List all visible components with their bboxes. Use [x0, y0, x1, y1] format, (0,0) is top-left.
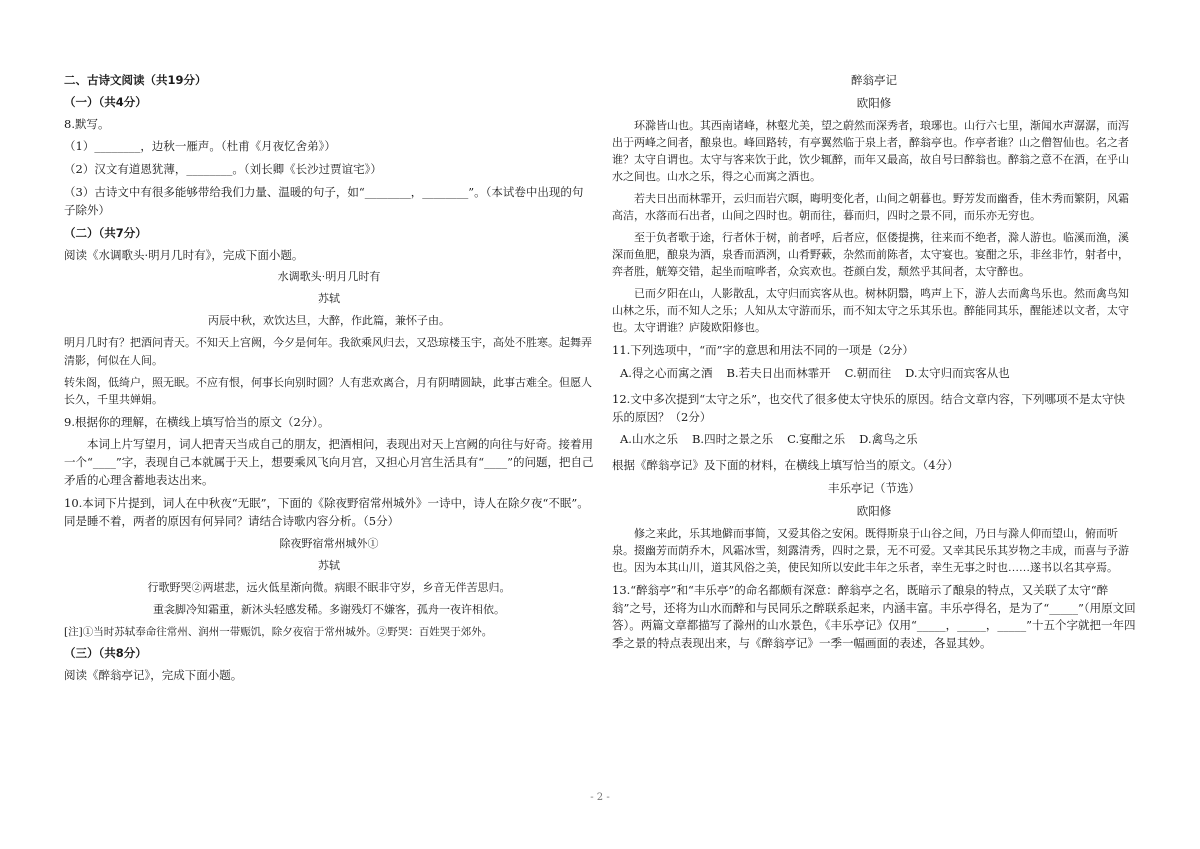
poem-stanza-2: 转朱阁，低绮户，照无眠。不应有恨，何事长向别时圆？人有悲欢离合，月有阴晴圆缺，此事古难全。但愿人长久，千里共婵娟。 [64, 376, 592, 406]
q11: 11.下列选项中，“而”字的意思和用法不同的一项是（2分） [612, 343, 914, 358]
poem-title: 水调歌头·明月几时有 [277, 271, 381, 284]
poem-preface: 丙辰中秋，欢饮达旦，大醉，作此篇，兼怀子由。 [208, 315, 450, 328]
q8-2: （2）汉文有道恩犹薄，________。（刘长卿《长沙过贾谊宅》） [64, 162, 382, 177]
part1-header: （一）（共4分） [64, 94, 147, 109]
part3-header: （三）（共8分） [64, 645, 147, 660]
q11-options [620, 365, 1136, 383]
q12: 12.文中多次提到“太守之乐”，也交代了很多使太守快乐的原因。结合文章内容，下列哪项不是太守快乐的原因？（2分） [612, 391, 1126, 424]
right-column [612, 70, 1136, 658]
page-number: - 2 - [590, 792, 610, 803]
q12-option-d: D.禽鸟之乐 [859, 432, 918, 447]
essay2-text: 修之来此，乐其地僻而事简，又爱其俗之安闲。既得斯泉于山谷之间，乃日与滁人仰而望山，俯而听泉。掇幽芳而荫乔木，风霜冰雪，刻露清秀，四时之景，无不可爱。又幸其民乐其岁物之丰成，而喜与予游也。因为本其山川，道其风俗之美，使民知所以安此丰年之乐者，幸生无事之时也……遂书以名其亭焉。 [612, 527, 1129, 574]
q9-text: 本词上片写望月，词人把青天当成自己的朋友，把酒相问，表现出对天上宫阙的向往与好奇。接着用一个“____”字，表现自己本就属于天上，想要乘风飞向月宫，又担心月宫生活具有“____”的问题，把自己矛盾的心理含蓄地表达出来。 [64, 437, 594, 488]
essay-paragraph-4: 已而夕阳在山，人影散乱，太守归而宾客从也。树林阴翳，鸣声上下，游人去而禽鸟乐也。然而禽鸟知山林之乐，而不知人之乐；人知从太守游而乐，而不知太守之乐其乐也。醉能同其乐，醒能述以文者，太守也。太守谓谁？庐陵欧阳修也。 [612, 288, 1129, 335]
part2-header: （二）（共7分） [64, 225, 147, 240]
q11-option-a: A.得之心而寓之酒 [620, 366, 713, 380]
poem2-line-1: 行歌野哭②两堪悲，远火低星渐向微。病眼不眠非守岁，乡音无伴苦思归。 [147, 581, 511, 594]
q9: 9.根据你的理解，在横线上填写恰当的原文（2分）。 [64, 414, 330, 429]
q12-option-b: B.四时之景之乐 [691, 432, 774, 447]
q8-1: （1）________，边秋一雁声。（杜甫《月夜忆舍弟》） [64, 139, 336, 154]
poem2-note: [注]①当时苏轼奉命往常州、润州一带赈饥，除夕夜宿于常州城外。②野哭：百姓哭于郊外。 [64, 625, 493, 638]
essay-paragraph-2: 若夫日出而林霏开，云归而岩穴暝，晦明变化者，山间之朝暮也。野芳发而幽香，佳木秀而繁阴，风霜高洁，水落而石出者，山间之四时也。朝而往，暮而归，四时之景不同，而乐亦无穷也。 [612, 192, 1129, 222]
q12-option-a: A.山水之乐 [620, 432, 678, 447]
q11-option-c: C.朝而往 [844, 366, 892, 380]
q10: 10.本词下片提到，词人在中秋夜“无眠”，下面的《除夜野宿常州城外》一诗中，诗人在除夕夜“不眠”。同是睡不着，两者的原因有何异同？请结合诗歌内容分析。（5分） [64, 495, 589, 528]
poem-stanza-1: 明月几时有？把酒问青天。不知天上宫阙，今夕是何年。我欲乘风归去，又恐琼楼玉宇，高处不胜寒。起舞弄清影，何似在人间。 [64, 337, 592, 367]
poem2-author: 苏轼 [318, 559, 340, 572]
poem-author: 苏轼 [318, 293, 340, 306]
left-column [64, 70, 594, 690]
q13-intro: 根据《醉翁亭记》及下面的材料，在横线上填写恰当的原文。（4分） [612, 458, 959, 473]
part3-intro: 阅读《醉翁亭记》，完成下面小题。 [64, 667, 243, 682]
q13: 13.“醉翁亭”和“丰乐亭”的命名都颇有深意：醉翁亭之名，既暗示了酿泉的特点，又关联了太守“醉翁”之号，还将为山水而醉和与民同乐之醉联系起来，内涵丰富。丰乐亭得名，是为了“_____”（用原文回答）。两篇文章都描写了滁州的山水景色，《丰乐亭记》仅用“_____，_____，_____”十五个字就把一年四季之景的特点表现出来，与《醉翁亭记》一季一幅画面的表述，各显其妙。 [612, 582, 1136, 651]
q11-option-d: D.太守归而宾客从也 [905, 366, 1010, 380]
essay-author: 欧阳修 [856, 95, 892, 110]
part2-intro: 阅读《水调歌头·明月几时有》，完成下面小题。 [64, 247, 304, 262]
q11-option-b: B.若夫日出而林霏开 [726, 366, 831, 380]
poem2-line-2: 重衾脚冷知霜重，新沐头轻感发稀。多谢残灯不嫌客，孤舟一夜许相依。 [153, 603, 505, 616]
essay-title: 醉翁亭记 [851, 73, 897, 87]
essay-paragraph-1: 环滁皆山也。其西南诸峰，林壑尤美，望之蔚然而深秀者，琅琊也。山行六七里，渐闻水声潺潺，而泻出于两峰之间者，酿泉也。峰回路转，有亭翼然临于泉上者，醉翁亭也。作亭者谁？山之僧智仙也。名之者谁？太守自谓也。太守与客来饮于此，饮少辄醉，而年又最高，故自号曰醉翁也。醉翁之意不在酒，在乎山水之间也。山水之乐，得之心而寓之酒也。 [612, 119, 1129, 183]
q12-option-c: C.宴酣之乐 [787, 432, 846, 447]
essay-paragraph-3: 至于负者歌于途，行者休于树，前者呼，后者应，伛偻提携，往来而不绝者，滁人游也。临溪而渔，溪深而鱼肥，酿泉为酒，泉香而酒洌，山肴野蔌，杂然而前陈者，太守宴也。宴酣之乐，非丝非竹，射者中，弈者胜，觥筹交错，起坐而喧哗者，众宾欢也。苍颜白发，颓然乎其间者，太守醉也。 [612, 231, 1129, 278]
section-title: 二、古诗文阅读（共19分） [64, 73, 207, 87]
q8-3: （3）古诗文中有很多能够带给我们力量、温暖的句子，如“________，________”。（本试卷中出现的句子除外） [64, 185, 584, 217]
essay2-author: 欧阳修 [856, 503, 892, 518]
q12-options [620, 431, 1136, 449]
q8-label: 8.默写。 [64, 116, 110, 131]
essay2-title: 丰乐亭记（节选） [828, 481, 920, 496]
poem2-title: 除夜野宿常州城外① [279, 537, 379, 550]
